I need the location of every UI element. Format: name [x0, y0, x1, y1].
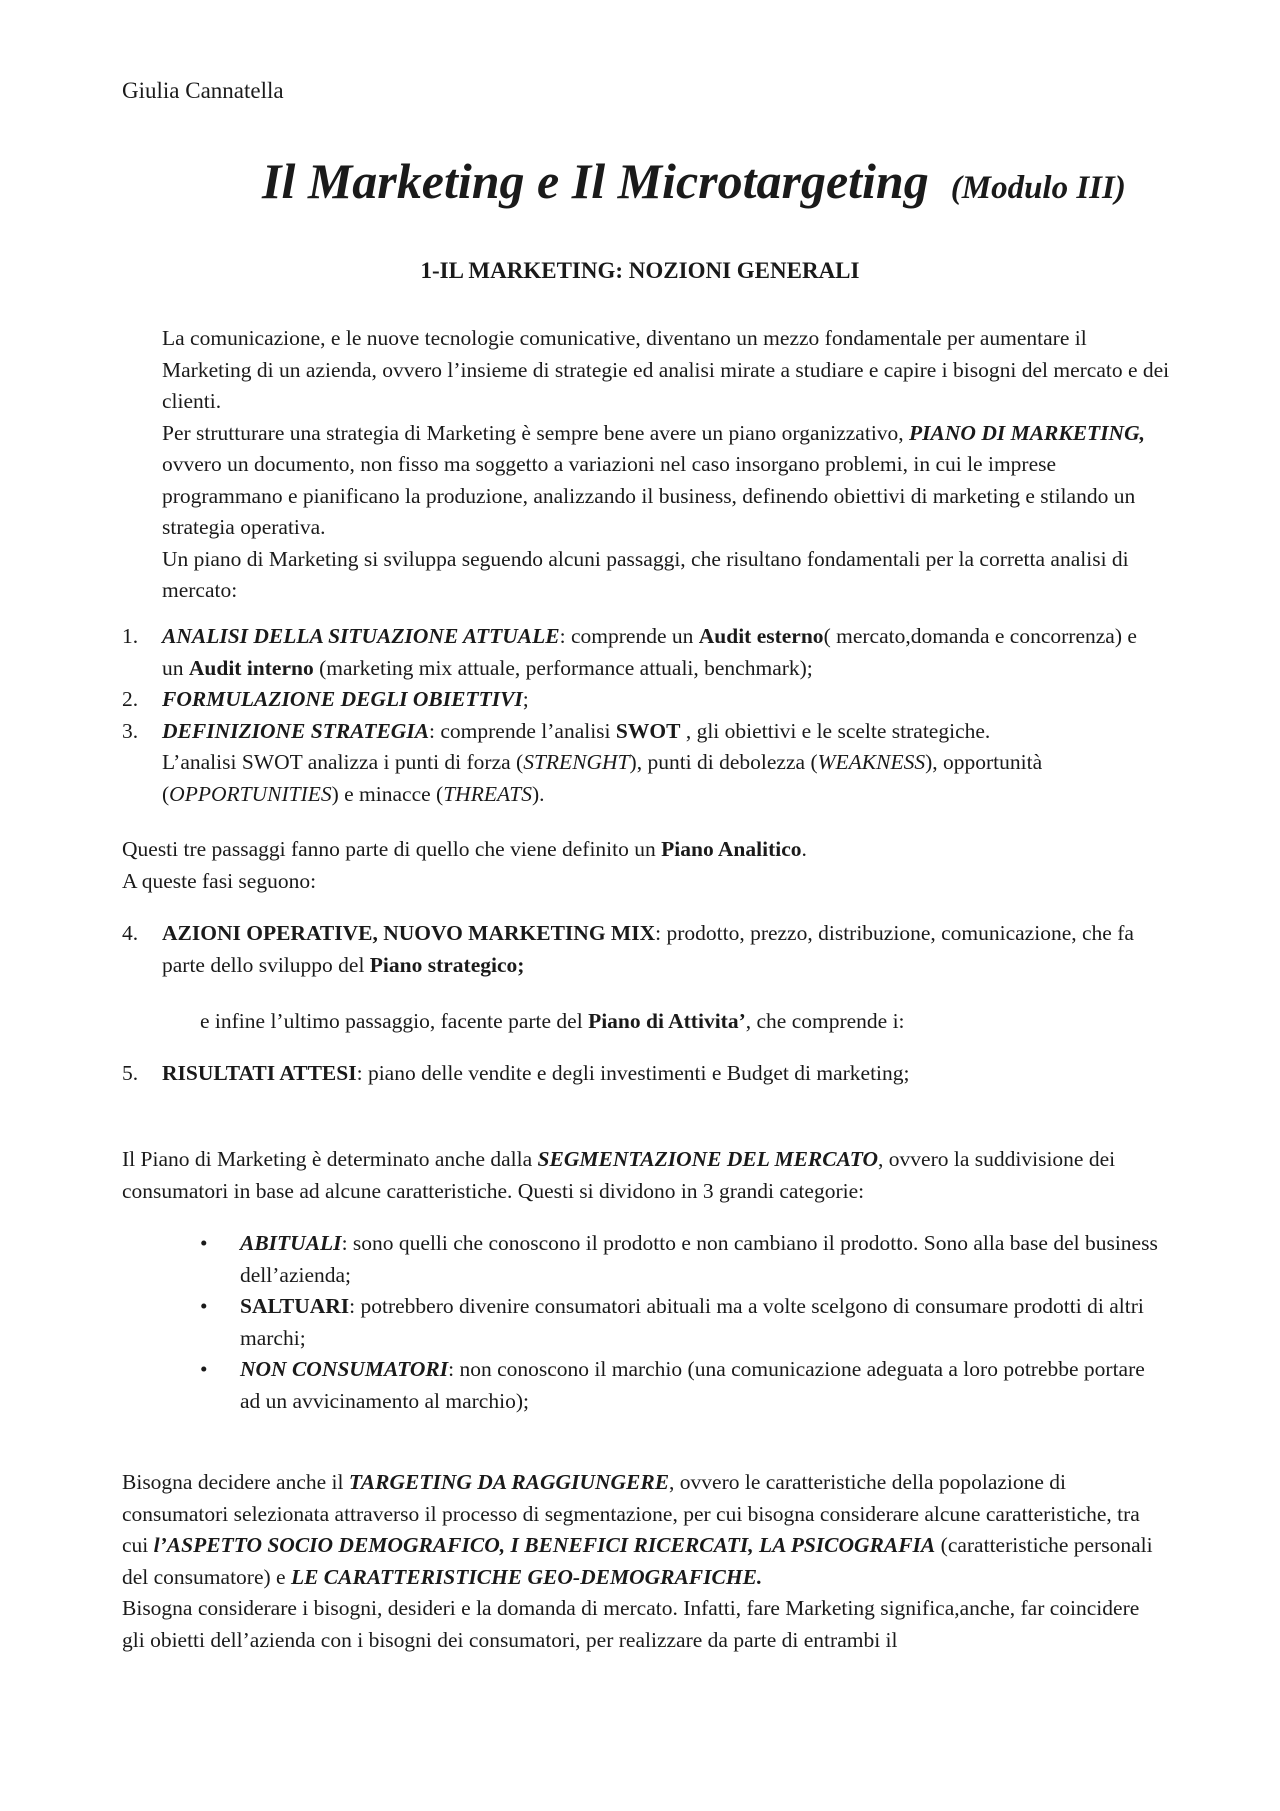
bold-span: SALTUARI — [240, 1294, 350, 1318]
bold-span: Piano di Attivita’ — [588, 1009, 746, 1033]
text-span: ) e minacce ( — [331, 781, 444, 806]
list-number: 5. — [122, 1061, 139, 1085]
emphasis-span: ABITUALI — [240, 1231, 342, 1255]
text-span: Bisogna considerare i bisogni, desideri e la domanda di mercato. Infatti, fare Marketing significa,anche, far coincidere gli obietti dell’azienda con i bisogni dei consumatori, per realizzare da parte di entrambi il — [122, 1596, 1140, 1652]
emphasis-span: LE CARATTERISTICHE GEO-DEMOGRAFICHE. — [290, 1564, 763, 1589]
list-item — [200, 1291, 1160, 1354]
bullet: • — [200, 1294, 208, 1318]
analytic-plan-paragraph — [122, 834, 1162, 897]
text-span: : sono quelli che conoscono il prodotto e non cambiano il prodotto. Sono alla base del business dell’azienda; — [240, 1231, 1158, 1287]
list-item — [122, 716, 1162, 811]
text-span: : piano delle vendite e degli investimenti e Budget di marketing; — [356, 1061, 910, 1085]
italic-span: STRENGHT — [523, 750, 630, 774]
italic-span: OPPORTUNITIES — [169, 781, 332, 806]
text-span: : comprende l’analisi — [429, 718, 616, 743]
text-span: Il Piano di Marketing è determinato anche dalla — [122, 1147, 538, 1171]
text-span: , che comprende i: — [745, 1009, 905, 1033]
italic-span: THREATS — [443, 781, 533, 806]
bold-span: Audit esterno — [698, 624, 824, 648]
text-span: L’analisi SWOT analizza i punti di forza ( — [162, 750, 524, 774]
list-item — [122, 684, 1162, 716]
steps-list-strategic — [122, 918, 1162, 981]
text-span: : comprende un — [559, 624, 699, 648]
list-item — [200, 1354, 1160, 1417]
bullet: • — [200, 1357, 208, 1381]
text-span: ), punti di debolezza ( — [629, 750, 818, 774]
text-span: : prodotto, prezzo, distribuzione, comunicazione, che fa parte dello sviluppo del — [162, 921, 1134, 977]
emphasis-span: l’ASPETTO SOCIO DEMOGRAFICO, I BENEFICI RICERCATI, LA PSICOGRAFIA — [153, 1533, 936, 1557]
text-span: : potrebbero divenire consumatori abituali ma a volte scelgono di consumare prodotti di altri marchi; — [240, 1294, 1144, 1350]
targeting-paragraph — [122, 1467, 1162, 1656]
list-number: 2. — [122, 687, 139, 711]
intro-paragraph-1: La comunicazione, e le nuove tecnologie comunicative, diventano un mezzo fondamentale per aumentare il Marketing di un azienda, ovvero l’insieme di strategie ed analisi mirate a studiare e capire i bisogni del mercato e dei clienti. — [162, 326, 1170, 413]
text-span: Questi tre passaggi fanno parte di quello che viene definito un — [122, 837, 662, 861]
text-span: ; — [522, 687, 529, 711]
consumer-categories-list — [200, 1228, 1160, 1417]
bold-span: Piano strategico; — [369, 952, 525, 977]
bold-span: AZIONI OPERATIVE, NUOVO MARKETING MIX — [162, 921, 656, 945]
emphasis-span: FORMULAZIONE DEGLI OBIETTIVI — [162, 687, 523, 711]
text-span: (marketing mix attuale, performance attuali, benchmark); — [313, 655, 813, 680]
text-span: ovvero un documento, non fisso ma soggetto a variazioni nel caso insorgano problemi, in cui le imprese programmano e pianificano la produzione, analizzando il business, definendo obiettivi di marketing e stilando un strategia operativa. — [162, 452, 1136, 539]
text-span: Per strutturare una strategia di Marketing è sempre bene avere un piano organizzativo, — [162, 420, 910, 445]
activity-plan-intro — [200, 1006, 1160, 1038]
list-number: 1. — [122, 624, 139, 648]
text-span: . — [801, 837, 807, 861]
list-item — [122, 918, 1162, 981]
text-span: , ovvero la suddivisione dei consumatori in base ad alcune caratteristiche. Questi si dividono in 3 grandi categorie: — [122, 1147, 1116, 1203]
document-title — [262, 152, 1126, 210]
list-item — [122, 621, 1162, 684]
text-span: ( mercato,domanda e concorrenza) e un — [162, 624, 1137, 680]
section-heading: 1-IL MARKETING: NOZIONI GENERALI — [420, 258, 860, 283]
bold-span: Audit interno — [188, 655, 314, 680]
emphasis-span: ANALISI DELLA SITUAZIONE ATTUALE — [162, 624, 560, 648]
bold-span: SWOT — [615, 718, 681, 743]
intro-paragraph-3: Un piano di Marketing si sviluppa seguendo alcuni passaggi, che risultano fondamentali per la corretta analisi di mercato: — [162, 546, 1129, 602]
text-span: A queste fasi seguono: — [122, 868, 317, 893]
emphasis-span: SEGMENTAZIONE DEL MERCATO — [537, 1147, 879, 1171]
steps-list-analytic — [122, 621, 1162, 810]
list-number: 4. — [122, 921, 139, 945]
intro-paragraphs — [162, 323, 1172, 607]
emphasis-span: DEFINIZIONE STRATEGIA — [162, 718, 430, 743]
list-number: 3. — [122, 718, 139, 743]
title-subtitle: (Modulo III) — [950, 170, 1126, 206]
bold-span: Piano Analitico — [661, 837, 802, 861]
text-span: : non conoscono il marchio (una comunicazione adeguata a loro potrebbe portare ad un avvicinamento al marchio); — [240, 1357, 1145, 1413]
segmentation-paragraph — [122, 1144, 1162, 1207]
author-name: Giulia Cannatella — [122, 78, 284, 103]
steps-list-activity — [122, 1058, 1162, 1090]
bold-span: RISULTATI ATTESI — [162, 1061, 357, 1085]
text-span: , ovvero le caratteristiche della popolazione di consumatori selezionata attraverso il processo di segmentazione, per cui bisogna considerare alcune caratteristiche, tra cui — [122, 1470, 1140, 1557]
text-span: Bisogna decidere anche il — [122, 1470, 349, 1494]
emphasis-span: TARGETING DA RAGGIUNGERE — [348, 1470, 670, 1494]
text-span: ). — [532, 781, 545, 806]
list-item — [122, 1058, 1162, 1090]
title-main: Il Marketing e Il Microtargeting — [262, 153, 929, 209]
text-span: (caratteristiche personali del consumatore) e — [122, 1533, 1153, 1589]
list-item — [200, 1228, 1160, 1291]
bullet: • — [200, 1231, 208, 1255]
intro-paragraph-2 — [162, 418, 1172, 544]
text-span: , gli obiettivi e le scelte strategiche. — [680, 718, 991, 743]
italic-span: WEAKNESS — [817, 750, 926, 774]
text-span: ), opportunità ( — [162, 750, 1043, 806]
emphasis-span: PIANO DI MARKETING, — [909, 420, 1145, 445]
emphasis-span: NON CONSUMATORI — [240, 1357, 449, 1381]
text-span: e infine l’ultimo passaggio, facente parte del — [200, 1009, 589, 1033]
